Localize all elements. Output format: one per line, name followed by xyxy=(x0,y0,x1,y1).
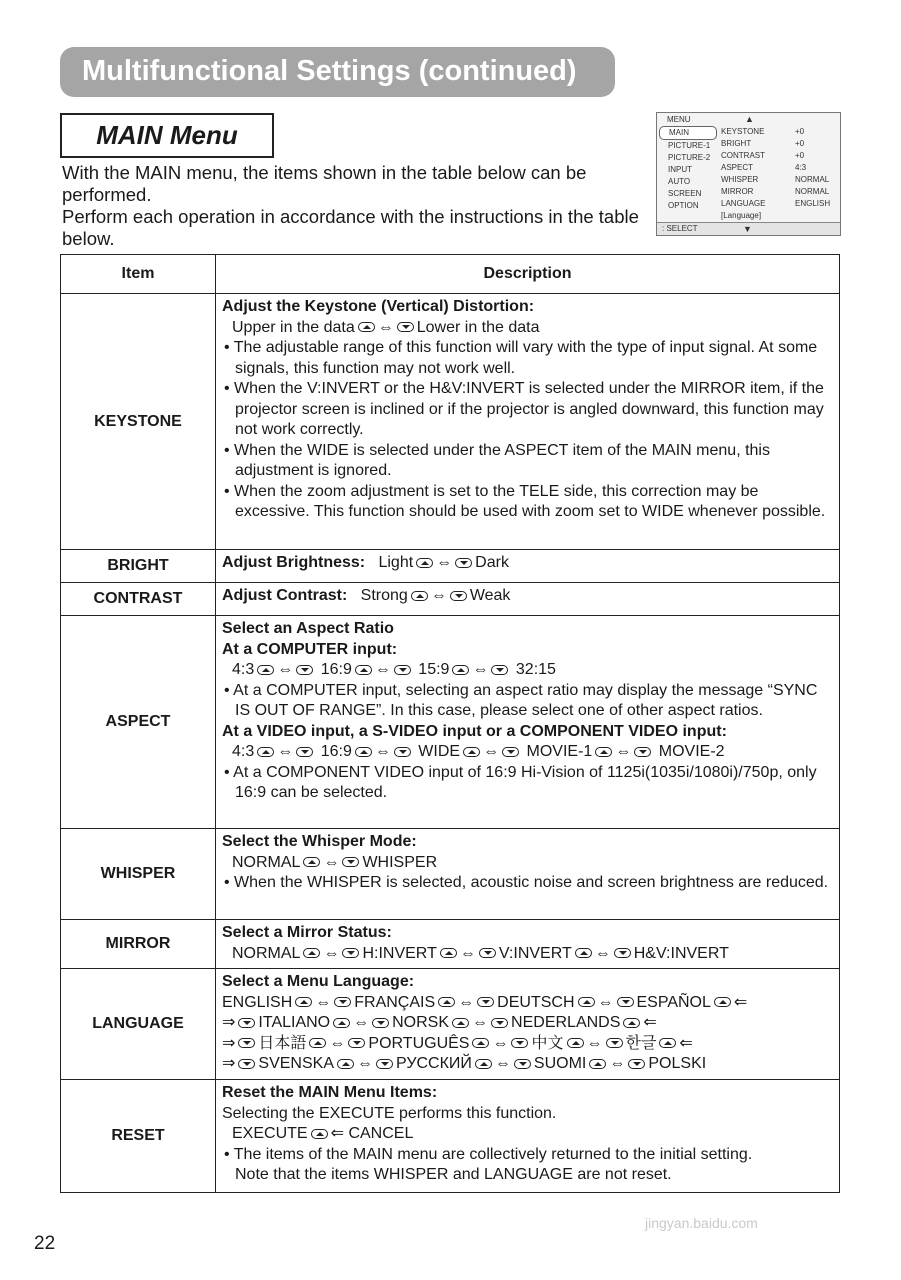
item-bright: BRIGHT xyxy=(61,550,216,583)
down-button-icon xyxy=(397,322,414,332)
table-row xyxy=(61,1080,840,1193)
desc-contrast: Adjust Contrast: Strong ⇔ Weak xyxy=(216,583,840,616)
up-button-icon xyxy=(358,322,375,332)
osd-row: BRIGHT +0 xyxy=(721,139,805,148)
osd-up-arrow-icon: ▲ xyxy=(745,114,754,124)
table-row xyxy=(61,616,840,829)
osd-side-item: OPTION xyxy=(668,201,699,210)
osd-side-item: INPUT xyxy=(668,165,692,174)
page-number: 22 xyxy=(34,1233,56,1254)
table-row xyxy=(61,583,840,616)
osd-row: LANGUAGE ENGLISH xyxy=(721,199,831,208)
osd-side-item: PICTURE-2 xyxy=(668,153,711,162)
table-row xyxy=(61,969,840,1080)
osd-row: MIRROR NORMAL xyxy=(721,187,830,196)
table-row xyxy=(61,550,840,583)
down-button-icon xyxy=(450,591,467,601)
osd-menu-screenshot xyxy=(656,112,841,236)
osd-side-item: MAIN xyxy=(659,126,717,140)
header-description: Description xyxy=(216,255,840,294)
desc-language: Select a Menu Language: ENGLISH ⇔ FRANÇAIS ⇔ DEUTSCH ⇔ ESPAÑOL ⇐ ⇒ ITALIANO ⇔ NORSK ⇔ NEDERLANDS ⇐ ⇒ 日本語 ⇔ PORTUGUÊS ⇔ 中文 ⇔ 한글 ⇐ ⇒ SVENSKA ⇔ РУССКИЙ ⇔ SUOMI ⇔ POLSKI xyxy=(216,969,840,1080)
item-whisper: WHISPER xyxy=(61,829,216,920)
desc-bright: Adjust Brightness: Light ⇔ Dark xyxy=(216,550,840,583)
osd-menu-label: MENU xyxy=(667,115,691,124)
table-row xyxy=(61,920,840,969)
banner-title: Multifunctional Settings (continued) xyxy=(82,55,577,87)
intro-paragraph-2: Perform each operation in accordance with the instructions in the table below. xyxy=(62,206,639,249)
osd-footer xyxy=(657,222,840,235)
table-row xyxy=(61,294,840,550)
osd-select-hint: : SELECT xyxy=(662,224,698,233)
up-button-icon xyxy=(416,558,433,568)
osd-side-item: PICTURE-1 xyxy=(668,141,711,150)
intro-paragraph-1: With the MAIN menu, the items shown in the table below can be performed. xyxy=(62,162,587,205)
desc-mirror: Select a Mirror Status: NORMAL ⇔ H:INVERT ⇔ V:INVERT ⇔ H&V:INVERT xyxy=(216,920,840,969)
osd-side-item: SCREEN xyxy=(668,189,702,198)
up-button-icon xyxy=(411,591,428,601)
desc-whisper: Select the Whisper Mode: NORMAL ⇔ WHISPER • When the WHISPER is selected, acoustic noise and screen brightness are reduced. xyxy=(216,829,840,920)
item-mirror: MIRROR xyxy=(61,920,216,969)
section-banner xyxy=(60,47,615,97)
down-button-icon xyxy=(455,558,472,568)
desc-reset: Reset the MAIN Menu Items: Selecting the EXECUTE performs this function. EXECUTE ⇐ CANCEL • The items of the MAIN menu are collectively returned to the initial setting. Note that the items WHISPER and LANGUAGE are not reset. xyxy=(216,1080,840,1193)
osd-side-item: AUTO xyxy=(668,177,691,186)
item-contrast: CONTRAST xyxy=(61,583,216,616)
main-menu-table xyxy=(60,254,840,1193)
intro-text xyxy=(62,162,642,250)
item-aspect: ASPECT xyxy=(61,616,216,829)
item-language: LANGUAGE xyxy=(61,969,216,1080)
osd-rows xyxy=(721,126,837,222)
desc-aspect: Select an Aspect Ratio At a COMPUTER input: 4:3 ⇔ 16:9 ⇔ 15:9 ⇔ 32:15 • At a COMPUTER input, selecting an aspect ratio may display the message “SYNC IS OUT OF RANGE”. In this case, please select one of other aspect ratios. At a VIDEO input, a S-VIDEO input or a COMPONENT VIDEO input: 4:3 ⇔ 16:9 ⇔ WIDE ⇔ MOVIE-1 ⇔ MOVIE-2 • At a COMPONENT VIDEO input of 16:9 Hi-Vision of 1125i(1035i/1080i)/750p, only 16:9 can be selected. xyxy=(216,616,840,829)
osd-row: WHISPER NORMAL xyxy=(721,175,830,184)
osd-down-arrow-icon: ▼ xyxy=(743,224,752,234)
menu-title: MAIN Menu xyxy=(96,120,238,150)
watermark: jingyan.baidu.com xyxy=(645,1215,758,1231)
table-row xyxy=(61,829,840,920)
item-reset: RESET xyxy=(61,1080,216,1193)
osd-row: ASPECT 4:3 xyxy=(721,163,807,172)
desc-keystone: Adjust the Keystone (Vertical) Distortion: Upper in the data ⇔ Lower in the data • The adjustable range of this function will vary with the type of input signal. At some signals, this function may not work well. • When the V:INVERT or the H&V:INVERT is selected under the MIRROR item, if the projector screen is inclined or if the projector is angled downward, this function may not work correctly. • When the WIDE is selected under the ASPECT item of the MAIN menu, this adjustment is ignored. • When the zoom adjustment is set to the TELE side, this correction may be excessive. This function should be used with zoom set to WIDE whenever possible. xyxy=(216,294,840,550)
menu-title-box xyxy=(60,113,274,158)
osd-row: KEYSTONE +0 xyxy=(721,127,805,136)
header-item: Item xyxy=(61,255,216,294)
table-header-row xyxy=(61,255,840,294)
osd-side-menu xyxy=(659,126,717,212)
item-keystone: KEYSTONE xyxy=(61,294,216,550)
osd-row: CONTRAST +0 xyxy=(721,151,805,160)
osd-row: [Language] xyxy=(721,211,762,220)
